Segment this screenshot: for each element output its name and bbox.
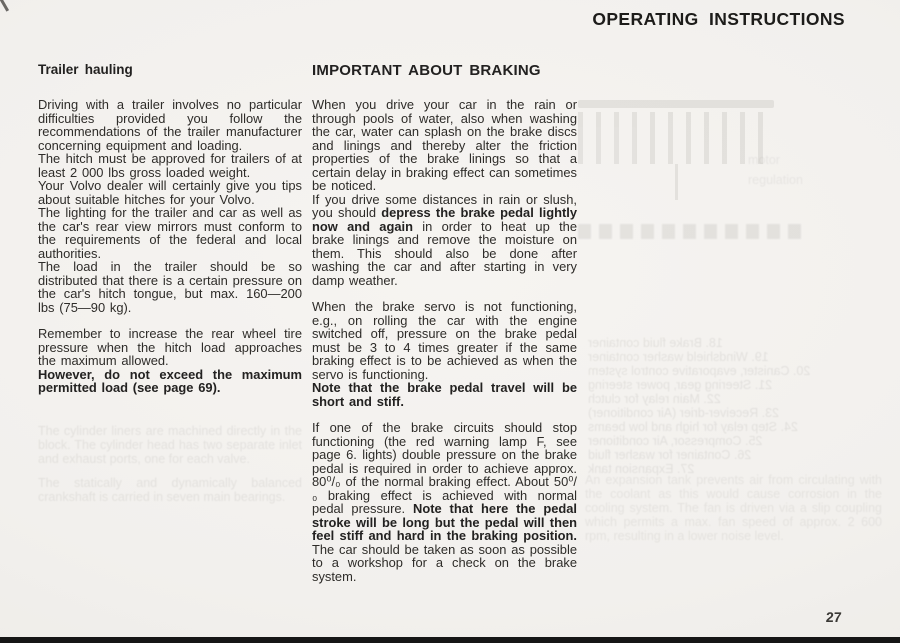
bleed-through-list-item: 22. Main relay for clutch: [588, 392, 721, 406]
bleed-through-list-item: 24. Step relay for high and low beams: [588, 420, 798, 434]
grille-top-bar: [578, 100, 774, 108]
paragraph-hitch-approved: The hitch must be approved for trailers of at least 2 000 lbs gross loaded weight.: [38, 151, 302, 180]
bleed-through-grille-image: [578, 100, 774, 200]
right-column: [312, 62, 577, 583]
bleed-through-words: [748, 150, 893, 190]
grille-center-stem: [675, 164, 678, 200]
paragraph-volvo-dealer: Your Volvo dealer will certainly give you tips about suitable hitches for your Volvo.: [38, 178, 302, 207]
paragraph-rain-washing: When you drive your car in the rain or through pools of water, also when washing the car, water can splash on the brake discs and linings and thereby alter the friction properties of the brake linings so that a certain delay in braking effect can sometimes be noticed.: [312, 97, 577, 193]
bleed-through-list-item: 26. Container for washer fluid: [588, 448, 752, 462]
paragraph-brake-servo: When the brake servo is not functioning, e.g., on rolling the car with the engine switched off, pressure on the brake pedal must be 3 to 4 times greater if the same braking effect is to be achieved as when the servo is functioning.: [312, 299, 577, 382]
paragraph-max-load-warning: However, do not exceed the maximum permitted load (see page 69).: [38, 366, 302, 395]
paragraph-load-distribution: The load in the trailer should be so distributed that there is a certain pressure on the car's hitch tongue, but max. 160—200 lbs (75—90 kg).: [38, 259, 302, 315]
bottom-edge-bar: [0, 637, 900, 643]
bleed-through-text: The statically and dynamically balanced crankshaft is carried in seven main bearings.: [38, 476, 302, 504]
bleed-through-list-item: 23. Receiver-drier (Air conditioner): [588, 406, 780, 420]
bleed-through-text: The cylinder liners are machined directly in the block. The cylinder head has two separate inlet and exhaust ports, one for each valve.: [38, 424, 302, 466]
paragraph-text: The car should be taken as soon as possible to a workshop for a check on the brake system.: [312, 541, 577, 584]
left-column-heading: Trailer hauling: [38, 62, 133, 77]
bleed-through-list-item: 20. Canister, evaporative control system: [588, 364, 811, 378]
bleed-through-list-item: 19. Windshield washer container: [588, 350, 769, 364]
bleed-through-mirrored-list: [588, 336, 853, 476]
paragraph-lighting: The lighting for the trailer and car as well as the car's rear view mirrors must conform to the requirements of the federal and local authorities.: [38, 205, 302, 261]
paragraph-text: in order to heat up the brake linings and remove the moisture on them. This should also be done after washing the car and after starting in very damp weather.: [312, 218, 577, 288]
page-number: 27: [825, 609, 843, 625]
bleed-through-list-item: 25. Compressor, Air conditioner: [588, 434, 763, 448]
paragraph-pedal-travel-note: Note that the brake pedal travel will be short and stiff.: [312, 380, 577, 409]
paragraph-bold-text: depress the brake pedal lightly now and again: [312, 205, 577, 234]
bleed-through-list-item: 18. Brake fluid container: [588, 336, 723, 350]
paragraph-trailer-driving: Driving with a trailer involves no particular difficulties provided you follow the recommendations of the trailer manufacturer concerning equipment and loading.: [38, 97, 302, 153]
paragraph-rain-slush: [312, 193, 577, 288]
bleed-through-paragraph-right: An expansion tank prevents air from circulating with the coolant as this would cause corrosion in the cooling system. The fan is driven via a slip coupling which permits a max. fan speed of approx. 2 600 rpm, resulting in a lower noise level.: [585, 473, 882, 543]
paragraph-text: If one of the brake circuits should stop functioning (the red warning lamp F, see page 6. lights) double pressure on the brake pedal is required in order to achieve approx. 80⁰/₀ of the normal braking effect. About 50⁰/₀ braking effect is achieved with normal pedal pressure.: [312, 420, 577, 516]
bleed-through-word: motor: [748, 153, 780, 167]
right-column-heading: IMPORTANT ABOUT BRAKING: [312, 62, 541, 79]
paragraph-tire-pressure: Remember to increase the rear wheel tire pressure when the hitch load approaches the maximum allowed.: [38, 326, 302, 368]
left-column: [38, 62, 302, 395]
grille-vertical-bars: [578, 112, 774, 164]
paragraph-text: If you drive some distances in rain or slush, you should: [312, 191, 577, 220]
bleed-through-list-item: 21. Steering gear, power steering: [588, 378, 773, 392]
paragraph-brake-circuits: [312, 421, 577, 583]
bleed-through-word: regulation: [748, 173, 803, 187]
bleed-through-paragraph-left: [38, 424, 302, 504]
paragraph-bold-text: Note that here the pedal stroke will be long but the pedal will then feel stiff and hard in the braking position.: [312, 501, 577, 543]
page-header-title: OPERATING INSTRUCTIONS: [592, 9, 845, 29]
bleed-through-list-item: 27. Expansion tank: [588, 462, 695, 476]
bleed-through-headline-band: [578, 224, 806, 239]
scan-corner-mark: [0, 0, 9, 12]
